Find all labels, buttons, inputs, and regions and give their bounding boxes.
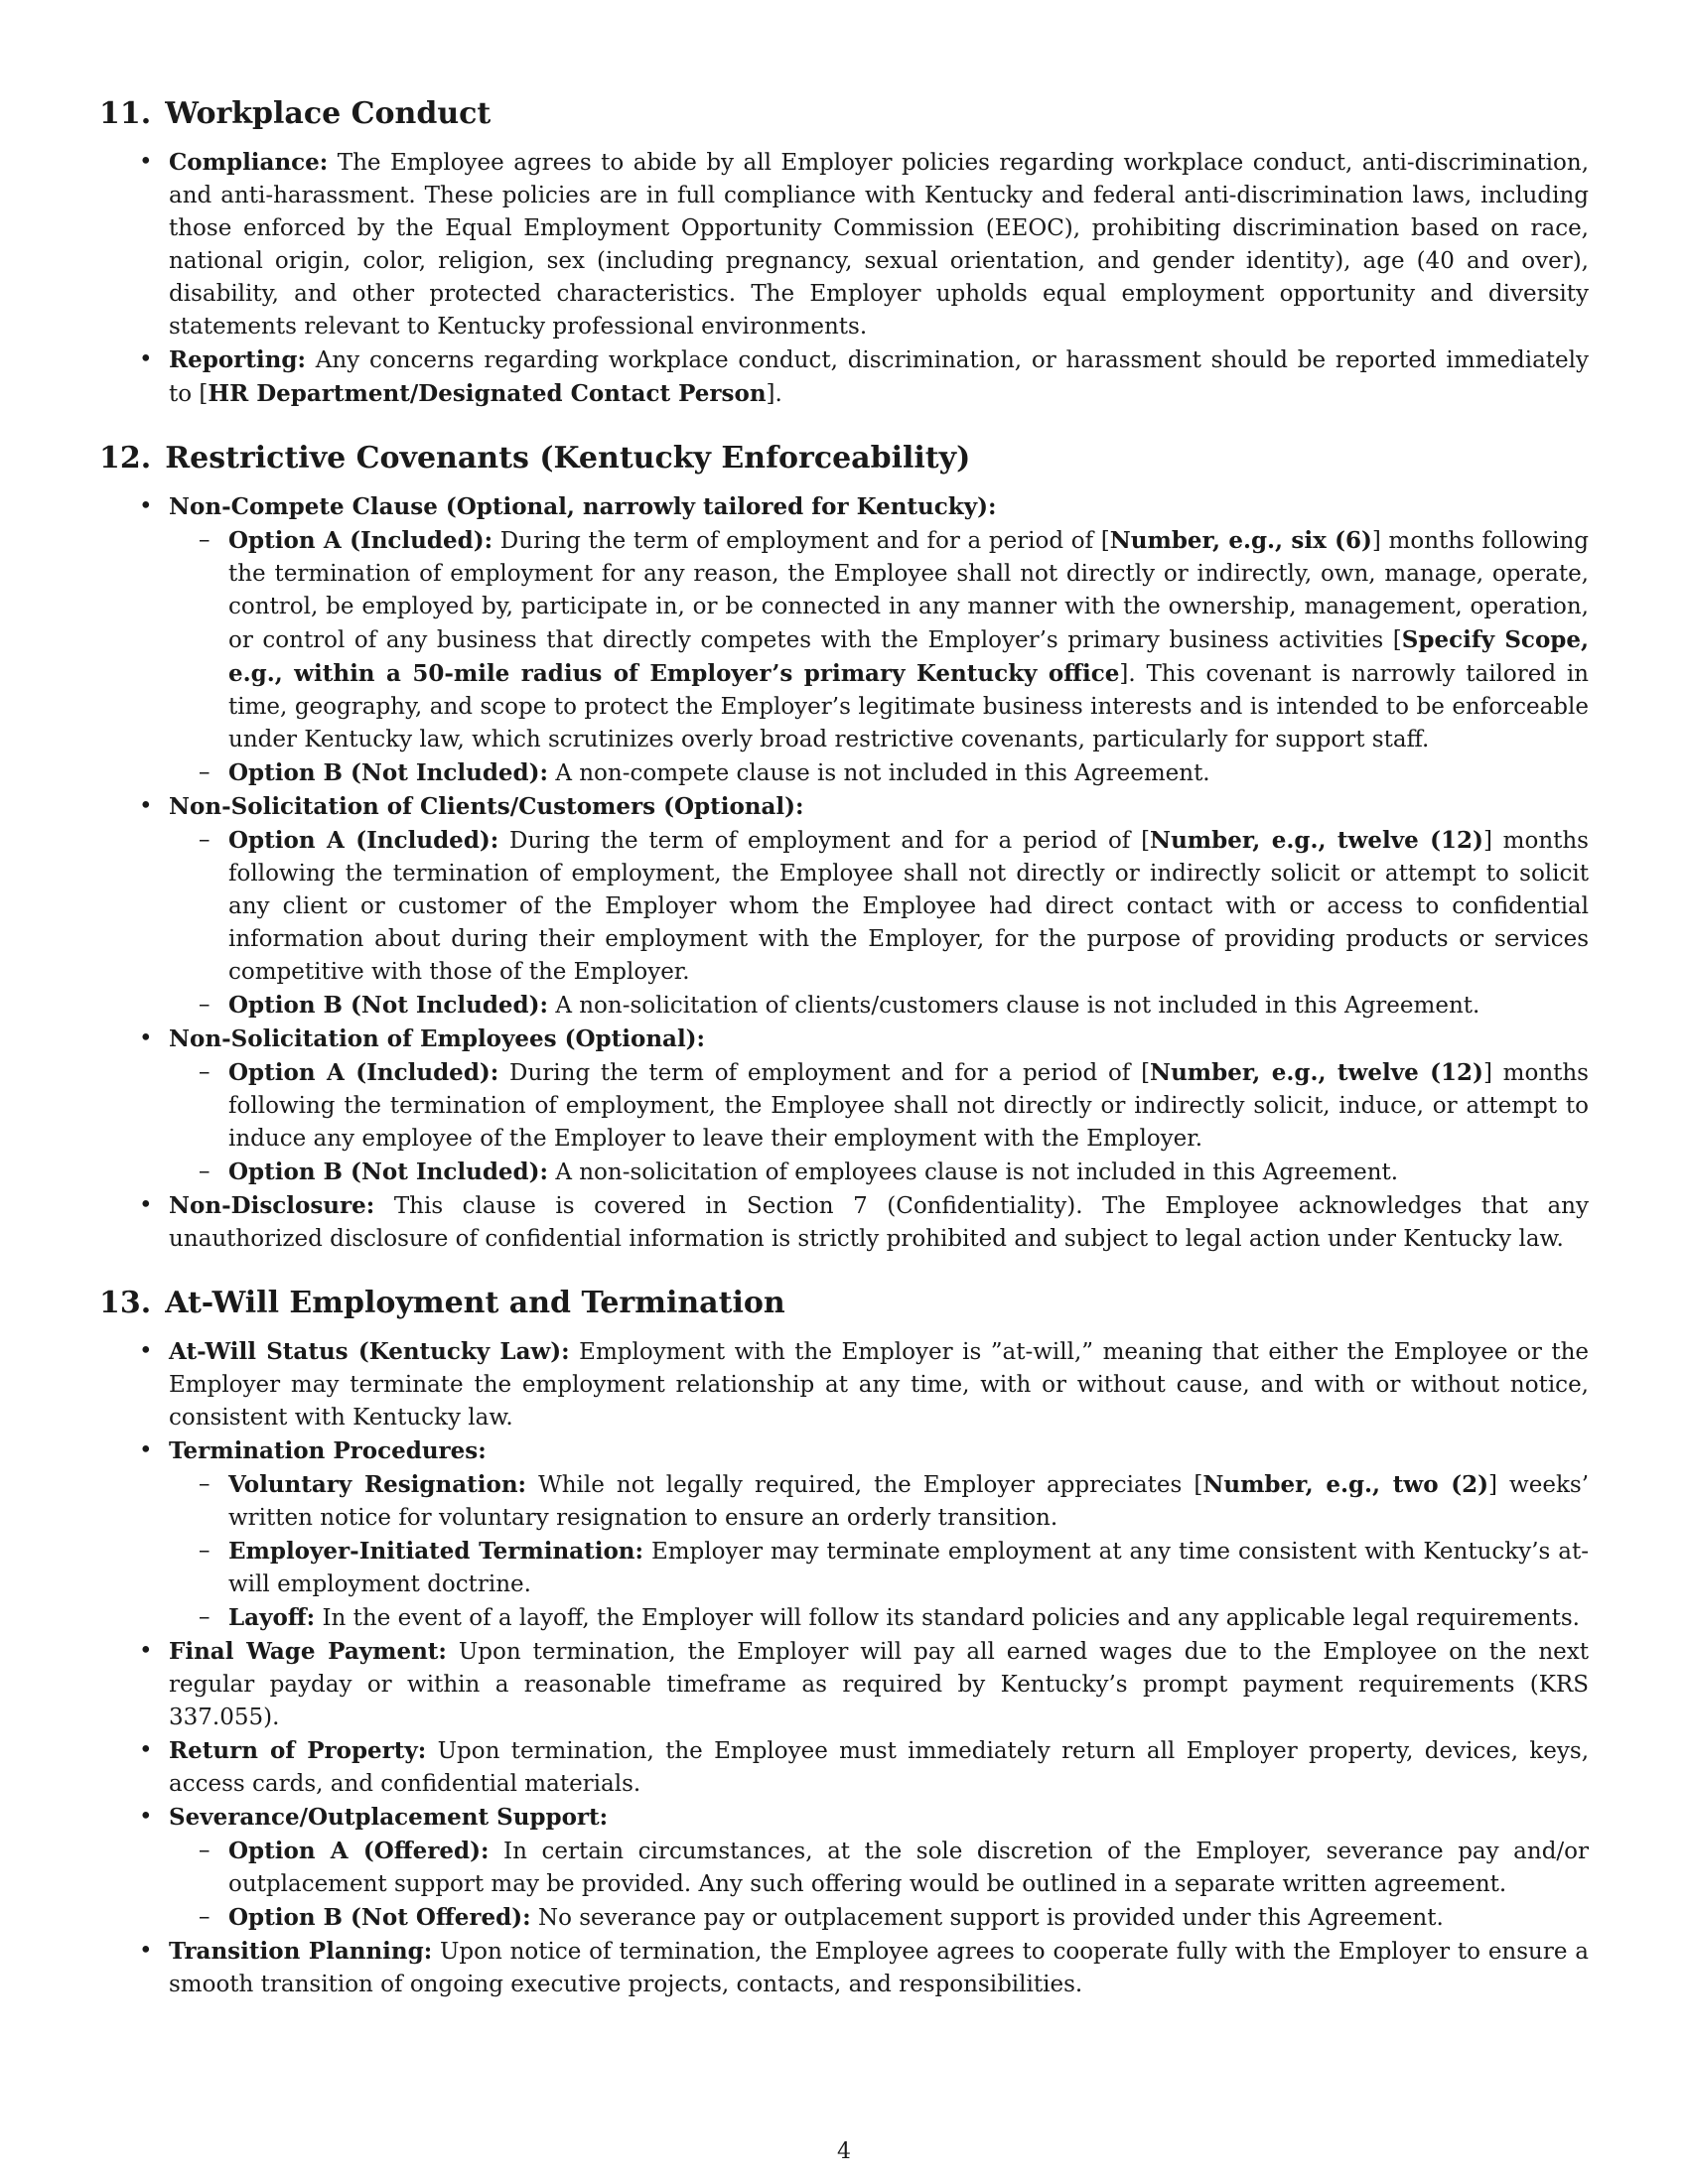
list-item: • Non-Solicitation of Clients/Customers (Optional): – Option A (Included): During the term of employment and for a period of [Number, e.g., twelve (12)] months following the termination of employment, the Employee shall not directly or indirectly solicit or attempt to solicit any client or customer of the Employer whom the Employee had direct contact with or access to confidential information about during their employment with the Employer, for the purpose of providing products or services competitive with those of the Employer. – Option B (Not Included): A non-solicitation of clients/customers clause is not included in this Agreement. — [99, 790, 1589, 1023]
section-13 — [99, 1284, 1589, 2001]
sub-list-item: – Option A (Included): During the term of employment and for a period of [Number, e.g., twelve (12)] months following the termination of employment, the Employee shall not directly or indirectly solicit or attempt to solicit any client or customer of the Employer whom the Employee had direct contact with or access to confidential information about during their employment with the Employer, for the purpose of providing products or services competitive with those of the Employer. — [169, 824, 1589, 989]
sub-list — [169, 824, 1589, 1023]
sub-list-item: – Option A (Offered): In certain circumstances, at the sole discretion of the Employer, severance pay and/or outplacement support may be provided. Any such offering would be outlined in a separate written agreement. — [169, 1835, 1589, 1901]
sub-list-item: – Option A (Included): During the term of employment and for a period of [Number, e.g., six (6)] months following the termination of employment for any reason, the Employee shall not directly or indirectly, own, manage, operate, control, be employed by, participate in, or be connected in any manner with the ownership, management, operation, or control of any business that directly competes with the Employer’s primary business activities [Specify Scope, e.g., within a 50-mile radius of Employer’s primary Kentucky office]. This covenant is narrowly tailored in time, geography, and scope to protect the Employer’s legitimate business interests and is intended to be enforceable under Kentucky law, which scrutinizes overly broad restrictive covenants, particularly for support staff. — [169, 524, 1589, 756]
list-item: • Termination Procedures: – Voluntary Resignation: While not legally required, the Employer appreciates [Number, e.g., two (2)] weeks’ written notice for voluntary resignation to ensure an orderly transition. – Employer-Initiated Termination: Employer may terminate employment at any time consistent with Kentucky’s at-will employment doctrine. – Layoff: In the event of a layoff, the Employer will follow its standard policies and any applicable legal requirements. — [99, 1434, 1589, 1635]
list-item: • Non-Solicitation of Employees (Optional): – Option A (Included): During the term of employment and for a period of [Number, e.g., twelve (12)] months following the termination of employment, the Employee shall not directly or indirectly solicit, induce, or attempt to induce any employee of the Employer to leave their employment with the Employer. – Option B (Not Included): A non-solicitation of employees clause is not included in this Agreement. — [99, 1023, 1589, 1189]
section-heading: 11. Workplace Conduct — [99, 96, 492, 131]
sub-list-item: – Voluntary Resignation: While not legally required, the Employer appreciates [Number, e.g., two (2)] weeks’ written notice for voluntary resignation to ensure an orderly transition. — [169, 1468, 1589, 1535]
list-item: • Transition Planning: Upon notice of termination, the Employee agrees to cooperate fully with the Employer to ensure a smooth transition of ongoing executive projects, contacts, and responsibilities. — [99, 1935, 1589, 2001]
list-item: • At-Will Status (Kentucky Law): Employment with the Employer is ”at-will,” meaning that either the Employee or the Employer may terminate the employment relationship at any time, with or without cause, and with or without notice, consistent with Kentucky law. — [99, 1335, 1589, 1434]
sub-list-item: – Option B (Not Included): A non-solicitation of employees clause is not included in this Agreement. — [169, 1156, 1589, 1189]
sub-list-item: – Option B (Not Offered): No severance pay or outplacement support is provided under this Agreement. — [169, 1901, 1589, 1935]
page-number: 4 — [837, 2139, 851, 2164]
section-11 — [99, 94, 1589, 411]
list-item: • Reporting: Any concerns regarding workplace conduct, discrimination, or harassment should be reported immediately to [HR Department/Designated Contact Person]. — [99, 343, 1589, 411]
sub-list — [169, 524, 1589, 790]
bullet-list — [99, 490, 1589, 1256]
list-item: • Compliance: The Employee agrees to abide by all Employer policies regarding workplace conduct, anti-discrimination, and anti-harassment. These policies are in full compliance with Kentucky and federal anti-discrimination laws, including those enforced by the Equal Employment Opportunity Commission (EEOC), prohibiting discrimination based on race, national origin, color, religion, sex (including pregnancy, sexual orientation, and gender identity), age (40 and over), disability, and other protected characteristics. The Employer upholds equal employment opportunity and diversity statements relevant to Kentucky professional environments. — [99, 146, 1589, 343]
document-page — [99, 94, 1589, 2029]
list-item: • Non-Disclosure: This clause is covered in Section 7 (Confidentiality). The Employee acknowledges that any unauthorized disclosure of confidential information is strictly prohibited and subject to legal action under Kentucky law. — [99, 1189, 1589, 1256]
sub-list — [169, 1468, 1589, 1635]
section-12 — [99, 439, 1589, 1256]
section-heading: 13. At-Will Employment and Termination — [99, 1286, 785, 1320]
sub-list-item: – Option B (Not Included): A non-solicitation of clients/customers clause is not included in this Agreement. — [169, 989, 1589, 1023]
sub-list — [169, 1835, 1589, 1935]
sub-list-item: – Layoff: In the event of a layoff, the Employer will follow its standard policies and any applicable legal requirements. — [169, 1601, 1589, 1635]
sub-list — [169, 1056, 1589, 1189]
list-item: • Non-Compete Clause (Optional, narrowly tailored for Kentucky): – Option A (Included): During the term of employment and for a period of [Number, e.g., six (6)] months following the termination of employment for any reason, the Employee shall not directly or indirectly, own, manage, operate, control, be employed by, participate in, or be connected in any manner with the ownership, management, operation, or control of any business that directly competes with the Employer’s primary business activities [Specify Scope, e.g., within a 50-mile radius of Employer’s primary Kentucky office]. This covenant is narrowly tailored in time, geography, and scope to protect the Employer’s legitimate business interests and is intended to be enforceable under Kentucky law, which scrutinizes overly broad restrictive covenants, particularly for support staff. – Option B (Not Included): A non-compete clause is not included in this Agreement. — [99, 490, 1589, 790]
bullet-list — [99, 1335, 1589, 2001]
bullet-list — [99, 146, 1589, 411]
sub-list-item: – Option A (Included): During the term of employment and for a period of [Number, e.g., twelve (12)] months following the termination of employment, the Employee shall not directly or indirectly solicit, induce, or attempt to induce any employee of the Employer to leave their employment with the Employer. — [169, 1056, 1589, 1156]
list-item: • Severance/Outplacement Support: – Option A (Offered): In certain circumstances, at the sole discretion of the Employer, severance pay and/or outplacement support may be provided. Any such offering would be outlined in a separate written agreement. – Option B (Not Offered): No severance pay or outplacement support is provided under this Agreement. — [99, 1801, 1589, 1935]
section-heading: 12. Restrictive Covenants (Kentucky Enforceability) — [99, 441, 971, 476]
sub-list-item: – Employer-Initiated Termination: Employer may terminate employment at any time consistent with Kentucky’s at-will employment doctrine. — [169, 1535, 1589, 1601]
sub-list-item: – Option B (Not Included): A non-compete clause is not included in this Agreement. — [169, 756, 1589, 790]
list-item: • Final Wage Payment: Upon termination, the Employer will pay all earned wages due to the Employee on the next regular payday or within a reasonable timeframe as required by Kentucky’s prompt payment requirements (KRS 337.055). — [99, 1635, 1589, 1734]
list-item: • Return of Property: Upon termination, the Employee must immediately return all Employer property, devices, keys, access cards, and confidential materials. — [99, 1734, 1589, 1801]
